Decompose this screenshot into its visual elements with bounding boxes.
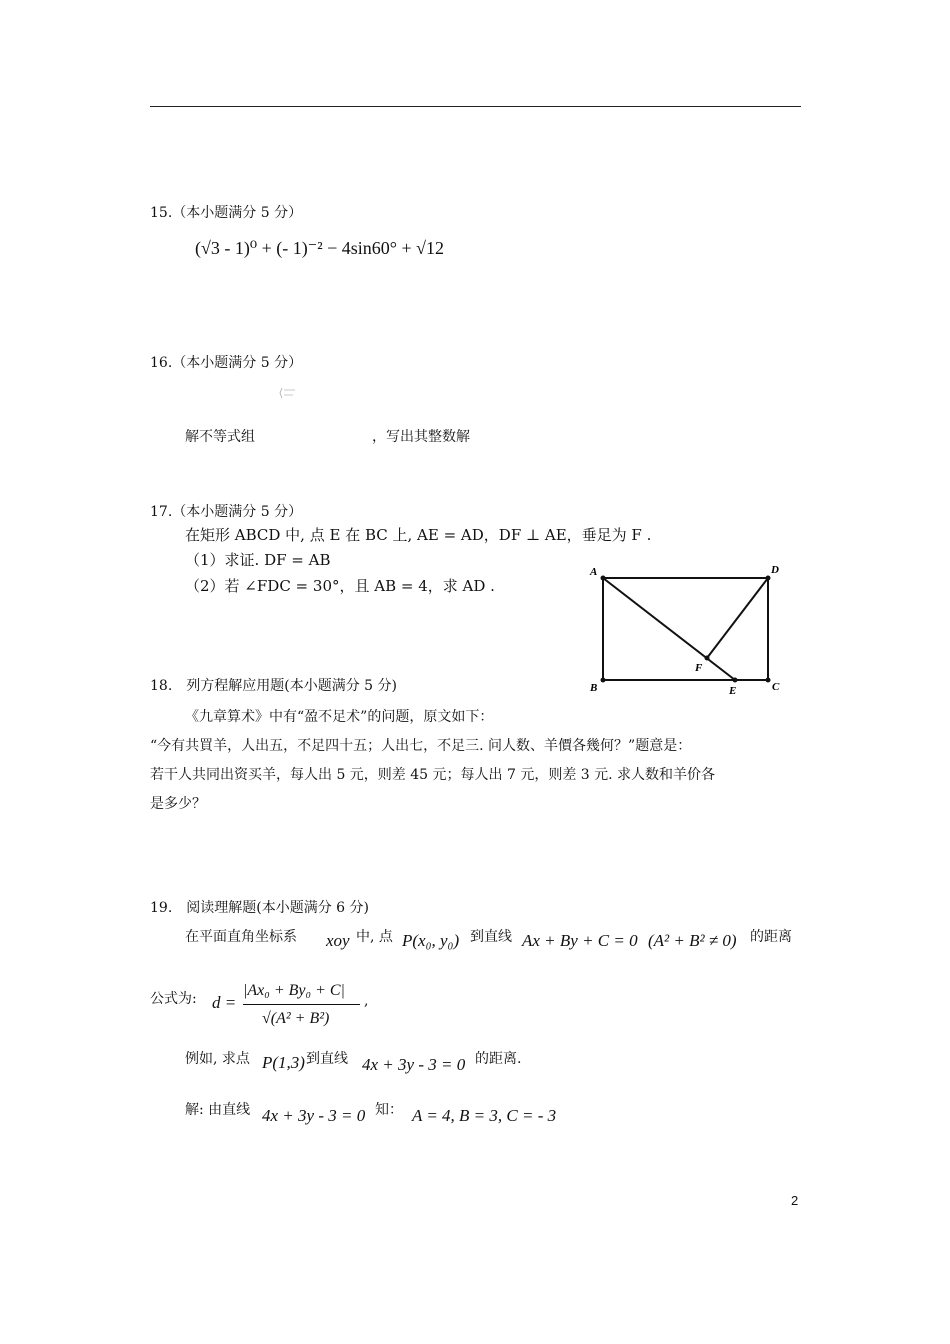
q19-line1-c: 到直线 bbox=[470, 929, 512, 945]
q19-solution-values: A = 4, B = 3, C = - 3 bbox=[412, 1106, 557, 1125]
point-label-c: C bbox=[772, 681, 780, 693]
q17-label: 17.（本小题满分 5 分） bbox=[150, 504, 303, 520]
q19-solution-a: 解: 由直线 bbox=[185, 1102, 251, 1118]
q16-text-a: 解不等式组 bbox=[185, 429, 255, 445]
q19-line1-a: 在平面直角坐标系 bbox=[185, 929, 297, 945]
q19-solution-equation: 4x + 3y - 3 = 0 bbox=[262, 1106, 366, 1125]
point-label-f: F bbox=[695, 662, 703, 674]
q19-formula-prefix: 公式为: bbox=[150, 991, 197, 1007]
fraction-bar bbox=[243, 1004, 360, 1005]
point-label-d: D bbox=[771, 564, 779, 576]
q19-example-a: 例如, 求点 bbox=[185, 1051, 250, 1067]
q15-expression: (√3 - 1)⁰ + (- 1)⁻² − 4sin60° + √12 bbox=[195, 238, 444, 258]
q19-xoy: xoy bbox=[326, 931, 350, 950]
q19-condition: (A² + B² ≠ 0) bbox=[648, 931, 737, 950]
q18-line4: 是多少？ bbox=[150, 796, 206, 812]
q19-line1-b: 中, 点 bbox=[356, 929, 393, 945]
inequality-system-image bbox=[279, 384, 297, 396]
q19-line-equation: Ax + By + C = 0 bbox=[522, 931, 638, 950]
q19-example-equation: 4x + 3y - 3 = 0 bbox=[362, 1055, 466, 1074]
q19-example-b: 到直线 bbox=[306, 1051, 348, 1067]
q19-d-equals: d = bbox=[212, 993, 237, 1012]
q19-point: P(x₀, y₀) bbox=[402, 931, 460, 950]
q17-part1: （1）求证. DF = AB bbox=[185, 551, 331, 569]
q19-comma: , bbox=[364, 993, 369, 1009]
q17-line1: 在矩形 ABCD 中, 点 E 在 BC 上, AE = AD，DF ⊥ AE，垂足为 F . bbox=[185, 526, 652, 544]
q19-denominator: √(A² + B²) bbox=[262, 1010, 330, 1027]
q15-label: 15.（本小题满分 5 分） bbox=[150, 205, 303, 221]
point-label-e: E bbox=[729, 685, 737, 697]
q18-line3: 若干人共同出资买羊，每人出 5 元，则差 45 元；每人出 7 元，则差 3 元. 求人数和羊价各 bbox=[150, 767, 716, 783]
q19-numerator: |Ax₀ + By₀ + C| bbox=[243, 982, 345, 999]
q16-text-b: ，写出其整数解 bbox=[372, 429, 470, 445]
rectangle-figure bbox=[585, 563, 785, 698]
q19-label: 19. 阅读理解题(本小题满分 6 分) bbox=[150, 900, 369, 916]
q18-label: 18. 列方程解应用题(本小题满分 5 分) bbox=[150, 678, 397, 694]
q17-part2: （2）若 ∠FDC = 30°，且 AB = 4，求 AD . bbox=[185, 577, 495, 595]
q19-solution-b: 知： bbox=[375, 1102, 403, 1118]
q16-label: 16.（本小题满分 5 分） bbox=[150, 355, 303, 371]
q19-example-c: 的距离. bbox=[475, 1051, 522, 1067]
q19-line1-d: 的距离 bbox=[750, 929, 792, 945]
point-label-a: A bbox=[590, 566, 598, 578]
page-number: 2 bbox=[791, 1193, 799, 1208]
q18-line2: “今有共買羊，人出五，不足四十五；人出七，不足三. 问人数、羊價各幾何？”题意是： bbox=[150, 738, 692, 754]
header-rule bbox=[150, 106, 801, 107]
point-label-b: B bbox=[590, 682, 598, 694]
q18-line1: 《九章算术》中有“盈不足术”的问题，原文如下： bbox=[185, 709, 494, 725]
q19-example-point: P(1,3) bbox=[262, 1053, 305, 1072]
